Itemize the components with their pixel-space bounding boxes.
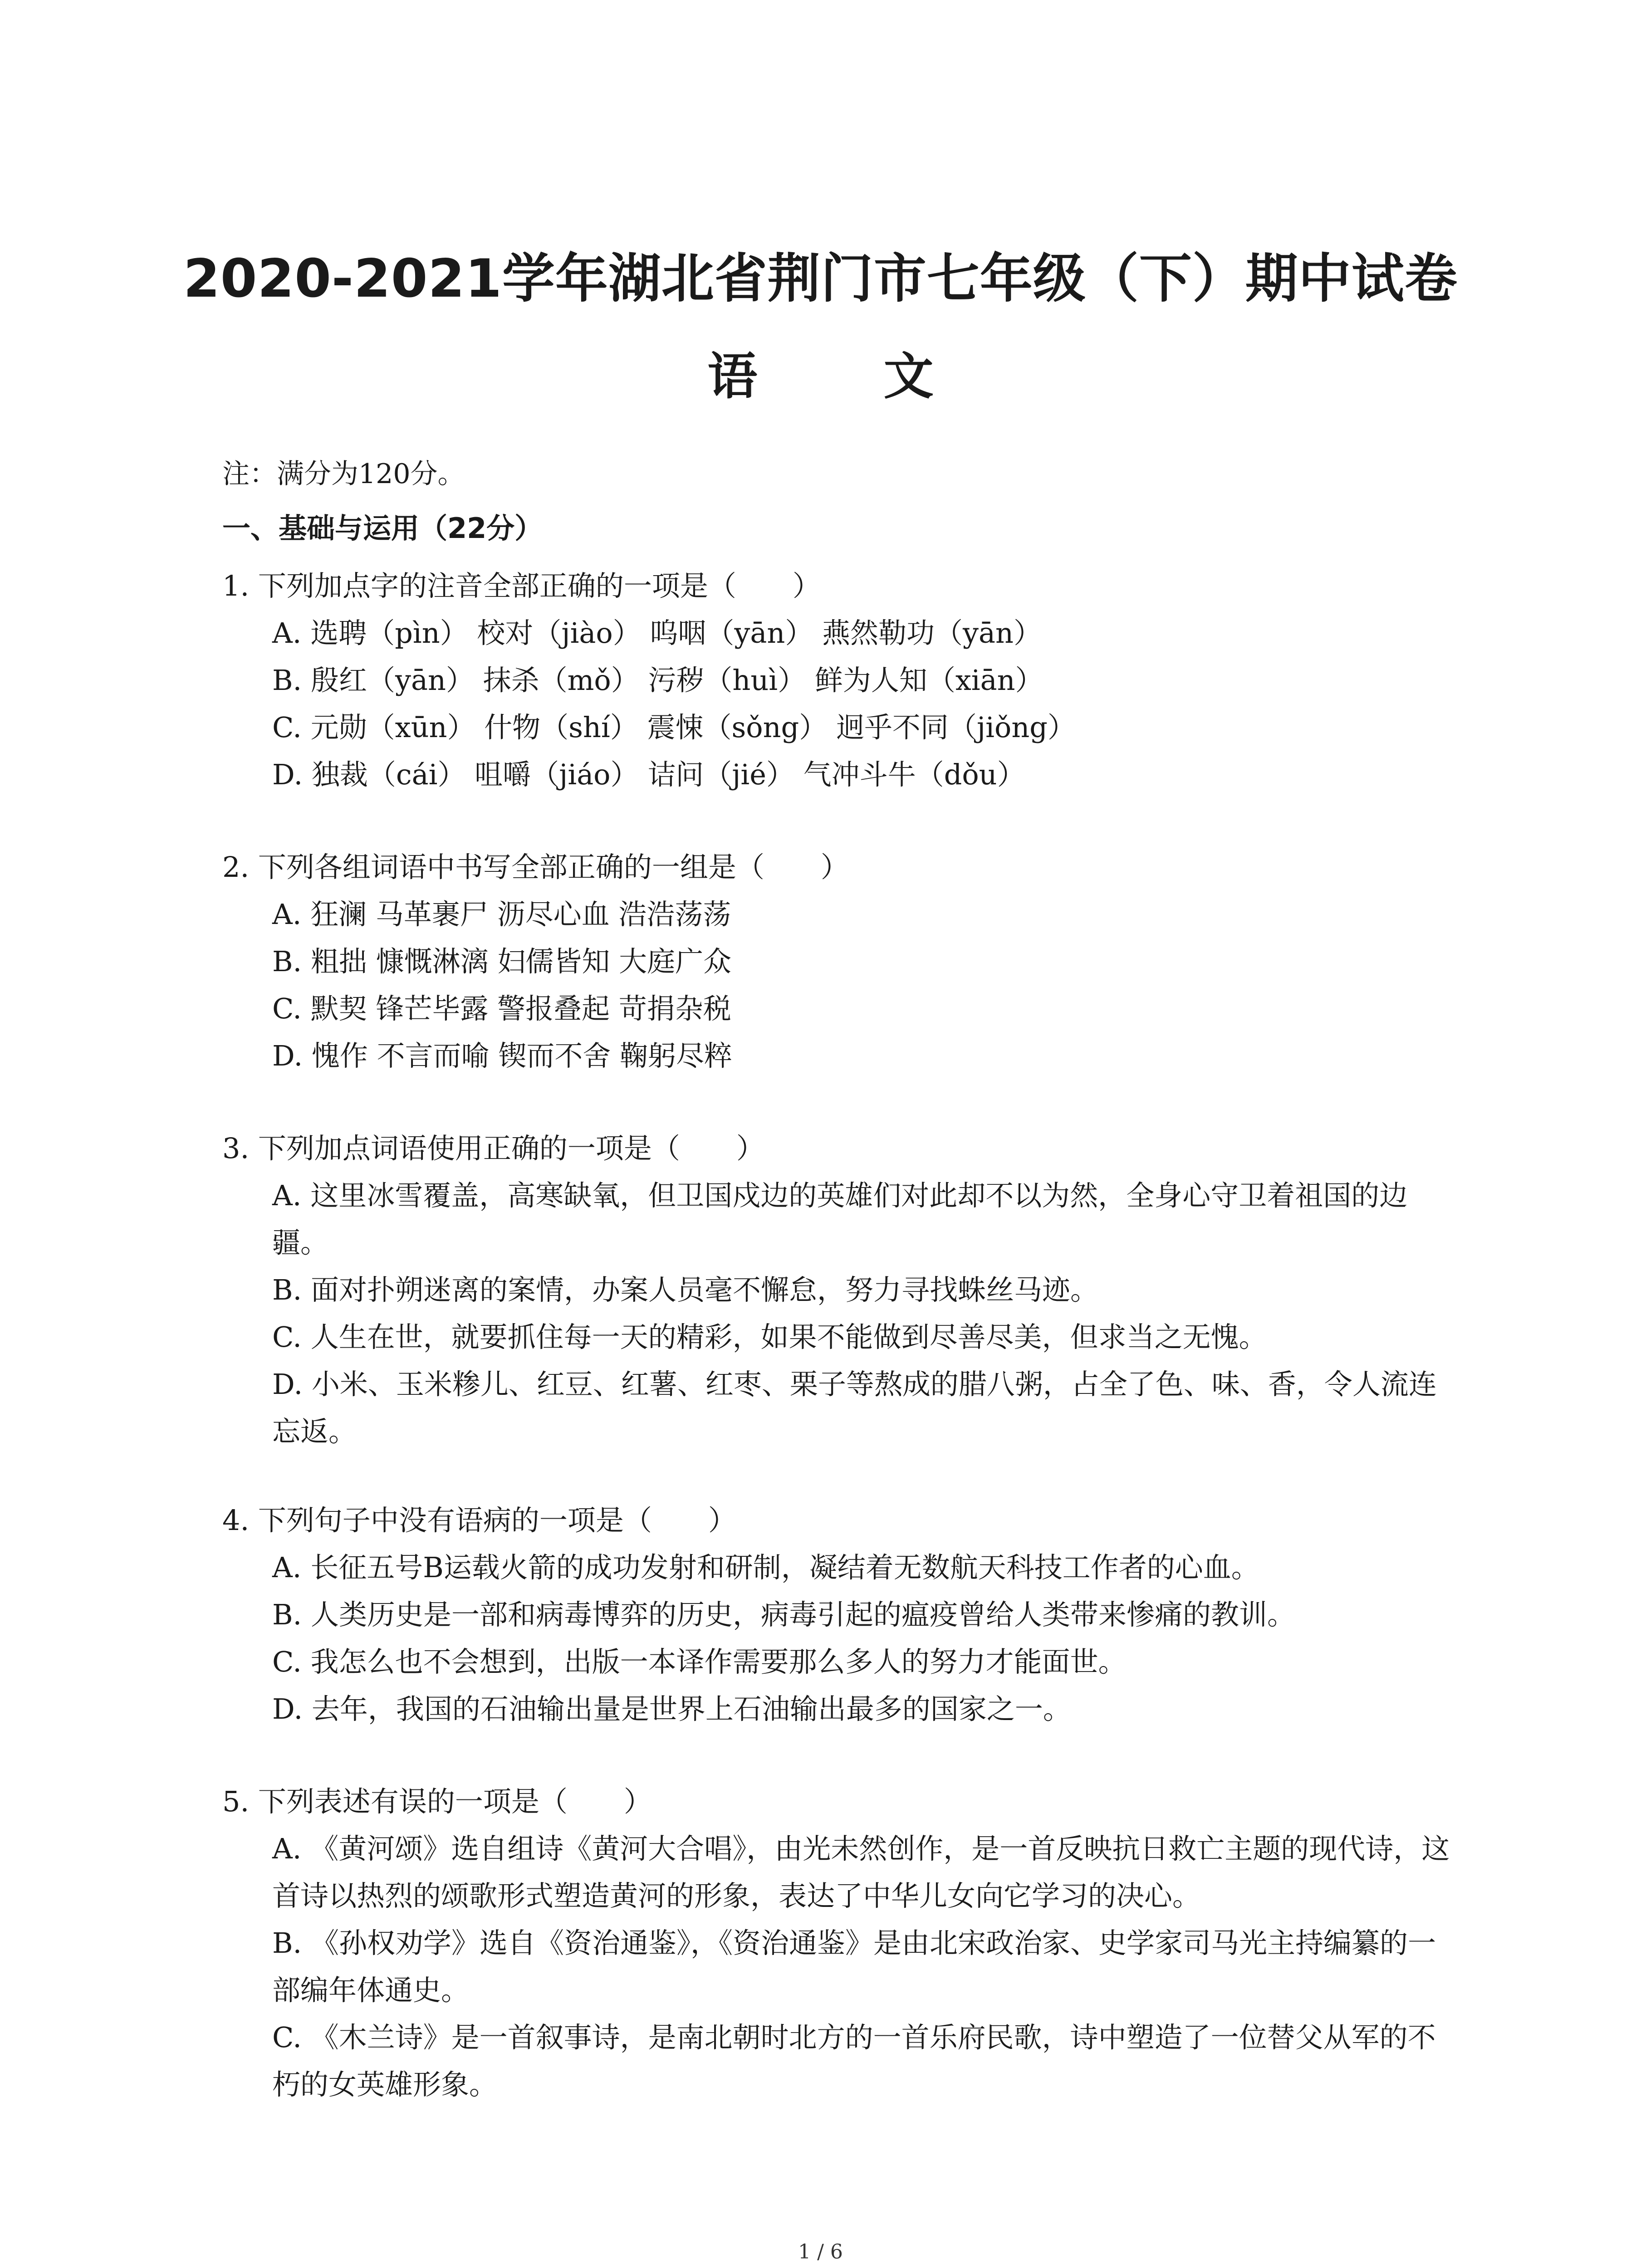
option-a: A. 《黄河颂》选自组诗《黄河大合唱》，由光未然创作，是一首反映抗日救亡主题的现代诗，这首诗以热烈的颂歌形式塑造黄河的形象，表达了中华儿女向它学习的决心。 xyxy=(272,1832,1450,1912)
page-number: 1 / 6 xyxy=(798,2240,843,2263)
question-stem: 1. 下列加点字的注音全部正确的一项是（ ） xyxy=(222,569,821,602)
option-c: C. 《木兰诗》是一首叙事诗，是南北朝时北方的一首乐府民歌，诗中塑造了一位替父从军的不朽的女英雄形象。 xyxy=(272,2021,1436,2101)
section-heading: 一、基础与运用（22分） xyxy=(222,512,543,545)
question-stem: 2. 下列各组词语中书写全部正确的一组是（ ） xyxy=(222,850,849,884)
question-4 xyxy=(222,1497,1447,1733)
exam-subject: 语 文 xyxy=(707,347,988,406)
question-stem: 5. 下列表述有误的一项是（ ） xyxy=(222,1785,652,1818)
option-d: D. 愧作 不言而喻 锲而不舍 鞠躬尽粹 xyxy=(272,1039,733,1072)
question-1 xyxy=(222,562,1447,798)
option-c: C. 人生在世，就要抓住每一天的精彩，如果不能做到尽善尽美，但求当之无愧。 xyxy=(272,1320,1267,1354)
option-a: A. 选聘（pìn） 校对（jiào） 呜咽（yān） 燕然勒功（yān） xyxy=(272,616,1042,650)
option-c: C. 默契 锋芒毕露 警报叠起 苛捐杂税 xyxy=(272,992,731,1025)
option-c: C. 我怎么也不会想到，出版一本译作需要那么多人的努力才能面世。 xyxy=(272,1645,1127,1678)
option-b: B. 粗拙 慷慨淋漓 妇儒皆知 大庭广众 xyxy=(272,945,732,978)
option-a: A. 狂澜 马革裹尸 沥尽心血 浩浩荡荡 xyxy=(272,898,731,931)
option-b: B. 殷红（yān） 抹杀（mǒ） 污秽（huì） 鲜为人知（xiān） xyxy=(272,664,1043,697)
question-stem: 3. 下列加点词语使用正确的一项是（ ） xyxy=(222,1132,764,1165)
option-b: B. 面对扑朔迷离的案情，办案人员毫不懈怠，努力寻找蛛丝马迹。 xyxy=(272,1273,1098,1306)
option-c: C. 元勋（xūn） 什物（shí） 震悚（sǒng） 迥乎不同（jiǒng） xyxy=(272,711,1076,744)
option-d: D. 独裁（cái） 咀嚼（jiáo） 诘问（jié） 气冲斗牛（dǒu） xyxy=(272,758,1025,791)
exam-title: 2020-2021学年湖北省荆门市七年级（下）期中试卷 xyxy=(183,248,1458,309)
question-stem: 4. 下列句子中没有语病的一项是（ ） xyxy=(222,1504,736,1537)
option-b: B. 《孙权劝学》选自《资治通鉴》，《资治通鉴》是由北宋政治家、史学家司马光主持编纂的一部编年体通史。 xyxy=(272,1926,1436,2007)
option-d: D. 去年，我国的石油输出量是世界上石油输出最多的国家之一。 xyxy=(272,1692,1071,1725)
question-2 xyxy=(222,844,1447,1080)
option-d: D. 小米、玉米糁儿、红豆、红薯、红枣、栗子等熬成的腊八粥，占全了色、味、香，令人流连忘返。 xyxy=(272,1368,1437,1448)
question-5 xyxy=(222,1778,1450,2108)
score-note: 注：满分为120分。 xyxy=(222,458,465,490)
option-a: A. 长征五号B运载火箭的成功发射和研制，凝结着无数航天科技工作者的心血。 xyxy=(272,1551,1259,1584)
option-a: A. 这里冰雪覆盖，高寒缺氧，但卫国戍边的英雄们对此却不以为然，全身心守卫着祖国的边疆。 xyxy=(272,1179,1408,1259)
question-3 xyxy=(222,1125,1447,1455)
option-b: B. 人类历史是一部和病毒博弈的历史，病毒引起的瘟疫曾给人类带来惨痛的教训。 xyxy=(272,1598,1295,1631)
